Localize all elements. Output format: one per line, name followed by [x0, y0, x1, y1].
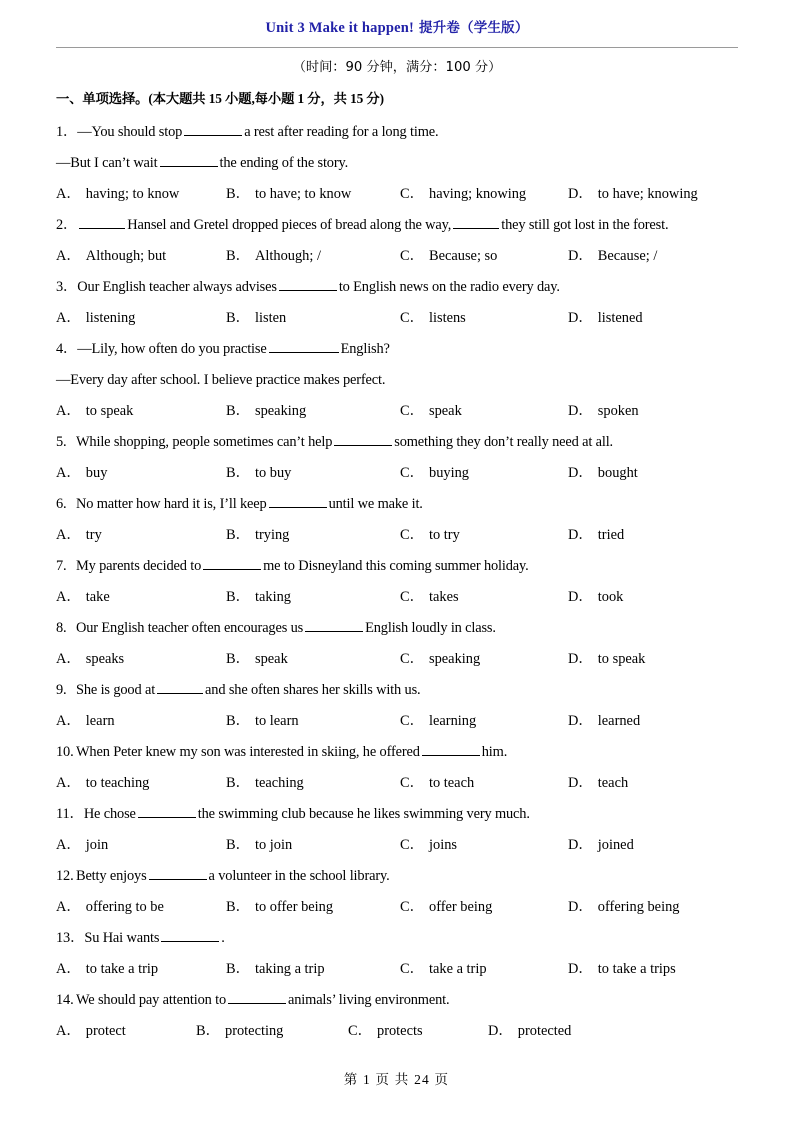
page-title — [56, 18, 738, 38]
option-text: speak — [429, 403, 462, 419]
option-label: A． — [56, 713, 81, 729]
option-choice[interactable] — [400, 241, 568, 272]
option-row — [56, 396, 738, 427]
question-number: 13． — [56, 930, 85, 946]
option-row — [56, 520, 738, 551]
answer-blank[interactable] — [138, 804, 196, 818]
question-stem-line — [56, 148, 738, 179]
option-label: B． — [226, 775, 250, 791]
question-stem-line — [56, 675, 738, 706]
option-row — [56, 892, 738, 923]
option-text: takes — [429, 589, 459, 605]
option-choice[interactable] — [56, 644, 226, 675]
option-choice[interactable] — [400, 582, 568, 613]
stem-text: a volunteer in the school library. — [208, 868, 390, 884]
stem-text: —Every day after school. I believe practice makes perfect. — [56, 372, 386, 388]
option-text: to offer being — [255, 899, 334, 915]
question-stem-line — [56, 427, 738, 458]
stem-text: Su Hai wants — [84, 930, 160, 946]
option-text: try — [85, 527, 102, 543]
option-choice[interactable] — [56, 241, 226, 272]
option-label: C． — [400, 651, 424, 667]
option-text: to learn — [255, 713, 299, 729]
stem-text: Our English teacher often encourages us — [76, 620, 304, 636]
option-row — [56, 644, 738, 675]
question-block — [56, 551, 738, 613]
option-choice[interactable] — [400, 768, 568, 799]
option-row — [56, 830, 738, 861]
question-number: 4． — [56, 341, 78, 357]
option-choice[interactable] — [568, 706, 738, 737]
question-stem-line — [56, 799, 738, 830]
page-title-chinese: 提升卷（学生版） — [414, 20, 529, 36]
stem-text: Betty enjoys — [76, 868, 147, 884]
option-row — [56, 768, 738, 799]
option-label: D． — [568, 186, 593, 202]
question-block — [56, 117, 738, 210]
stem-text: . — [221, 930, 225, 946]
question-stem-line — [56, 551, 738, 582]
question-number: 6. — [56, 496, 67, 512]
option-choice[interactable] — [568, 179, 738, 210]
option-text: buy — [85, 465, 108, 481]
option-text: to take a trip — [85, 961, 159, 977]
option-choice[interactable] — [400, 179, 568, 210]
option-label: D． — [568, 589, 593, 605]
option-choice[interactable] — [226, 458, 400, 489]
option-choice[interactable] — [226, 241, 400, 272]
section-heading — [56, 89, 738, 110]
option-choice[interactable] — [226, 582, 400, 613]
question-list — [56, 117, 738, 1047]
option-choice[interactable] — [56, 1016, 196, 1047]
option-text: trying — [255, 527, 290, 543]
option-choice[interactable] — [488, 1016, 658, 1047]
option-label: D． — [568, 465, 593, 481]
option-choice[interactable] — [568, 892, 738, 923]
option-label: C． — [400, 465, 424, 481]
option-choice[interactable] — [400, 396, 568, 427]
option-text: listen — [255, 310, 287, 326]
option-choice[interactable] — [56, 768, 226, 799]
option-label: A． — [56, 837, 81, 853]
option-choice[interactable] — [400, 892, 568, 923]
option-text: take a trip — [429, 961, 487, 977]
option-text: having; knowing — [429, 186, 527, 202]
question-stem-line — [56, 210, 738, 241]
stem-text: and she often shares her skills with us. — [205, 682, 421, 698]
option-label: C． — [400, 589, 424, 605]
stem-text: a rest after reading for a long time. — [244, 124, 439, 140]
stem-text: they still got lost in the forest. — [501, 217, 669, 233]
option-label: B． — [226, 310, 250, 326]
option-choice[interactable] — [226, 830, 400, 861]
option-choice[interactable] — [400, 954, 568, 985]
option-row — [56, 954, 738, 985]
option-text: buying — [429, 465, 469, 481]
option-choice[interactable] — [56, 892, 226, 923]
option-text: teaching — [255, 775, 304, 791]
option-text: teach — [597, 775, 629, 791]
question-number: 12. — [56, 868, 74, 884]
option-choice[interactable] — [568, 768, 738, 799]
question-stem-line — [56, 117, 738, 148]
option-label: D． — [568, 961, 593, 977]
option-label: C． — [400, 403, 424, 419]
option-label: A． — [56, 651, 81, 667]
page-content — [56, 18, 738, 1047]
stem-text: He chose — [83, 806, 136, 822]
answer-blank[interactable] — [334, 432, 392, 446]
option-text: Because; so — [429, 248, 498, 264]
option-text: protecting — [225, 1023, 284, 1039]
option-text: protected — [517, 1023, 572, 1039]
option-choice[interactable] — [348, 1016, 488, 1047]
question-stem-line — [56, 334, 738, 365]
stem-text: My parents decided to — [76, 558, 202, 574]
option-choice[interactable] — [196, 1016, 348, 1047]
question-block — [56, 737, 738, 799]
option-label: B． — [196, 1023, 220, 1039]
option-choice[interactable] — [226, 768, 400, 799]
option-choice[interactable] — [226, 303, 400, 334]
option-row — [56, 303, 738, 334]
question-stem-line — [56, 272, 738, 303]
option-label: A． — [56, 589, 81, 605]
option-text: learning — [429, 713, 477, 729]
question-stem-line — [56, 861, 738, 892]
option-label: A． — [56, 899, 81, 915]
option-text: to speak — [85, 403, 134, 419]
option-row — [56, 179, 738, 210]
option-text: offering being — [597, 899, 680, 915]
option-label: D． — [568, 713, 593, 729]
option-text: to have; knowing — [597, 186, 698, 202]
answer-blank[interactable] — [422, 742, 480, 756]
option-text: taking — [255, 589, 291, 605]
question-block — [56, 985, 738, 1047]
option-label: A． — [56, 465, 81, 481]
answer-blank[interactable] — [305, 618, 363, 632]
option-text: speaking — [429, 651, 481, 667]
section-heading-title: 一、单项选择。 — [56, 92, 149, 107]
option-label: C． — [400, 713, 424, 729]
stem-text: English? — [340, 341, 390, 357]
option-label: C． — [400, 961, 424, 977]
stem-text: While shopping, people sometimes can’t help — [76, 434, 333, 450]
option-choice[interactable] — [56, 954, 226, 985]
stem-text: Our English teacher always advises — [77, 279, 277, 295]
option-choice[interactable] — [56, 179, 226, 210]
stem-text: —But I can’t wait — [56, 155, 158, 171]
option-text: learn — [85, 713, 115, 729]
answer-blank[interactable] — [279, 277, 337, 291]
option-label: A． — [56, 248, 81, 264]
question-number: 1． — [56, 124, 78, 140]
option-choice[interactable] — [226, 520, 400, 551]
stem-text: to English news on the radio every day. — [338, 279, 560, 295]
stem-text: —You should stop — [77, 124, 183, 140]
option-choice[interactable] — [568, 830, 738, 861]
answer-blank[interactable] — [269, 494, 327, 508]
exam-subtitle: （时间：90 分钟，满分：100 分） — [292, 60, 502, 75]
option-text: speak — [255, 651, 288, 667]
question-stem-line — [56, 365, 738, 396]
answer-blank[interactable] — [160, 153, 218, 167]
option-label: B． — [226, 403, 250, 419]
question-number: 5. — [56, 434, 67, 450]
option-choice[interactable] — [56, 830, 226, 861]
stem-text: something they don’t really need at all. — [394, 434, 613, 450]
option-choice[interactable] — [226, 892, 400, 923]
question-stem-line — [56, 489, 738, 520]
option-choice[interactable] — [400, 520, 568, 551]
option-text: to try — [429, 527, 460, 543]
option-text: join — [85, 837, 109, 853]
option-label: C． — [400, 899, 424, 915]
option-choice[interactable] — [56, 582, 226, 613]
option-text: took — [597, 589, 624, 605]
option-choice[interactable] — [568, 396, 738, 427]
option-label: D． — [568, 527, 593, 543]
option-text: having; to know — [85, 186, 180, 202]
stem-text: until we make it. — [328, 496, 423, 512]
option-label: C． — [400, 310, 424, 326]
option-text: offering to be — [85, 899, 164, 915]
question-number: 9. — [56, 682, 67, 698]
option-row — [56, 706, 738, 737]
option-text: taking a trip — [255, 961, 325, 977]
option-text: listened — [597, 310, 643, 326]
question-block — [56, 613, 738, 675]
option-label: B． — [226, 527, 250, 543]
option-choice[interactable] — [400, 706, 568, 737]
stem-text: —Lily, how often do you practise — [77, 341, 267, 357]
option-row — [56, 1016, 738, 1047]
option-label: D． — [568, 403, 593, 419]
option-label: D． — [568, 837, 593, 853]
option-choice[interactable] — [400, 303, 568, 334]
answer-blank[interactable] — [184, 122, 242, 136]
stem-text: the ending of the story. — [219, 155, 349, 171]
answer-blank[interactable] — [203, 556, 261, 570]
option-choice[interactable] — [400, 644, 568, 675]
option-choice[interactable] — [226, 954, 400, 985]
option-label: A． — [56, 961, 81, 977]
answer-blank[interactable] — [269, 339, 339, 353]
question-block — [56, 675, 738, 737]
option-text: speaks — [85, 651, 125, 667]
option-label: C． — [400, 775, 424, 791]
option-choice[interactable] — [56, 303, 226, 334]
option-label: A． — [56, 1023, 81, 1039]
option-label: B． — [226, 186, 250, 202]
option-label: B． — [226, 589, 250, 605]
answer-blank[interactable] — [79, 215, 125, 229]
option-choice[interactable] — [226, 644, 400, 675]
option-label: D． — [488, 1023, 513, 1039]
option-text: to take a trips — [597, 961, 676, 977]
option-label: B． — [226, 837, 250, 853]
stem-text: animals’ living environment. — [288, 992, 450, 1008]
option-text: listens — [429, 310, 466, 326]
question-block — [56, 489, 738, 551]
option-label: D． — [568, 775, 593, 791]
option-text: to buy — [255, 465, 292, 481]
option-text: protects — [377, 1023, 423, 1039]
option-choice[interactable] — [226, 706, 400, 737]
option-choice[interactable] — [226, 396, 400, 427]
option-text: Although; / — [255, 248, 321, 264]
option-choice[interactable] — [568, 520, 738, 551]
option-text: to teaching — [85, 775, 150, 791]
option-text: take — [85, 589, 110, 605]
option-text: tried — [597, 527, 625, 543]
option-choice[interactable] — [56, 396, 226, 427]
answer-blank[interactable] — [228, 990, 286, 1004]
option-label: C． — [400, 248, 424, 264]
option-label: A． — [56, 186, 81, 202]
option-text: to have; to know — [255, 186, 352, 202]
answer-blank[interactable] — [149, 866, 207, 880]
option-choice[interactable] — [400, 458, 568, 489]
page-footer — [0, 1068, 793, 1088]
question-block — [56, 334, 738, 427]
footer-text: 第 1 页 共 24 页 — [343, 1072, 450, 1087]
option-label: B． — [226, 961, 250, 977]
option-label: B． — [226, 465, 250, 481]
option-label: D． — [568, 248, 593, 264]
option-row — [56, 241, 738, 272]
option-label: D． — [568, 651, 593, 667]
question-number: 8. — [56, 620, 67, 636]
option-label: B． — [226, 248, 250, 264]
question-block — [56, 210, 738, 272]
question-stem-line — [56, 985, 738, 1016]
option-label: A． — [56, 403, 81, 419]
option-text: bought — [597, 465, 638, 481]
stem-text: the swimming club because he likes swimming very much. — [197, 806, 530, 822]
option-text: to teach — [429, 775, 475, 791]
question-number: 3． — [56, 279, 78, 295]
option-choice[interactable] — [568, 458, 738, 489]
option-label: C． — [400, 186, 424, 202]
option-text: learned — [597, 713, 641, 729]
page-title-english: Unit 3 Make it happen! — [265, 20, 415, 36]
option-label: A． — [56, 310, 81, 326]
question-number: 14. — [56, 992, 74, 1008]
answer-blank[interactable] — [161, 928, 219, 942]
option-text: to join — [255, 837, 293, 853]
question-stem-line — [56, 737, 738, 768]
stem-text: me to Disneyland this coming summer holiday. — [263, 558, 529, 574]
stem-text: Hansel and Gretel dropped pieces of bread along the way, — [127, 217, 452, 233]
stem-text: English loudly in class. — [365, 620, 496, 636]
answer-blank[interactable] — [157, 680, 203, 694]
option-label: C． — [400, 837, 424, 853]
option-choice[interactable] — [56, 458, 226, 489]
stem-text: She is good at — [76, 682, 156, 698]
question-number: 2． — [56, 217, 78, 233]
option-choice[interactable] — [568, 582, 738, 613]
option-row — [56, 582, 738, 613]
option-choice[interactable] — [56, 706, 226, 737]
question-stem-line — [56, 613, 738, 644]
option-text: joined — [597, 837, 634, 853]
option-label: B． — [226, 713, 250, 729]
question-block — [56, 861, 738, 923]
option-label: D． — [568, 310, 593, 326]
option-text: Because; / — [597, 248, 658, 264]
option-choice[interactable] — [568, 303, 738, 334]
option-text: offer being — [429, 899, 493, 915]
option-text: Although; but — [85, 248, 167, 264]
option-row — [56, 458, 738, 489]
option-label: A． — [56, 775, 81, 791]
option-text: listening — [85, 310, 136, 326]
stem-text: We should pay attention to — [76, 992, 227, 1008]
answer-blank[interactable] — [453, 215, 499, 229]
question-block — [56, 923, 738, 985]
header-divider — [56, 47, 738, 48]
option-choice[interactable] — [568, 241, 738, 272]
option-label: C． — [348, 1023, 372, 1039]
question-block — [56, 799, 738, 861]
stem-text: him. — [481, 744, 508, 760]
option-label: C． — [400, 527, 424, 543]
option-choice[interactable] — [568, 644, 738, 675]
option-text: protect — [85, 1023, 126, 1039]
option-label: B． — [226, 899, 250, 915]
section-heading-detail: (本大题共 15 小题,每小题 1 分，共 15 分) — [148, 91, 384, 106]
option-text: spoken — [597, 403, 639, 419]
option-choice[interactable] — [568, 954, 738, 985]
option-choice[interactable] — [56, 520, 226, 551]
option-choice[interactable] — [400, 830, 568, 861]
question-number: 7. — [56, 558, 67, 574]
question-block — [56, 427, 738, 489]
option-label: D． — [568, 899, 593, 915]
stem-text: No matter how hard it is, I’ll keep — [76, 496, 267, 512]
option-label: A． — [56, 527, 81, 543]
question-number: 10. — [56, 744, 74, 760]
option-text: speaking — [255, 403, 307, 419]
question-block — [56, 272, 738, 334]
question-number: 11． — [56, 806, 84, 822]
option-choice[interactable] — [226, 179, 400, 210]
option-text: to speak — [597, 651, 646, 667]
option-label: B． — [226, 651, 250, 667]
question-stem-line — [56, 923, 738, 954]
option-text: joins — [429, 837, 457, 853]
stem-text: When Peter knew my son was interested in skiing, he offered — [76, 744, 420, 760]
